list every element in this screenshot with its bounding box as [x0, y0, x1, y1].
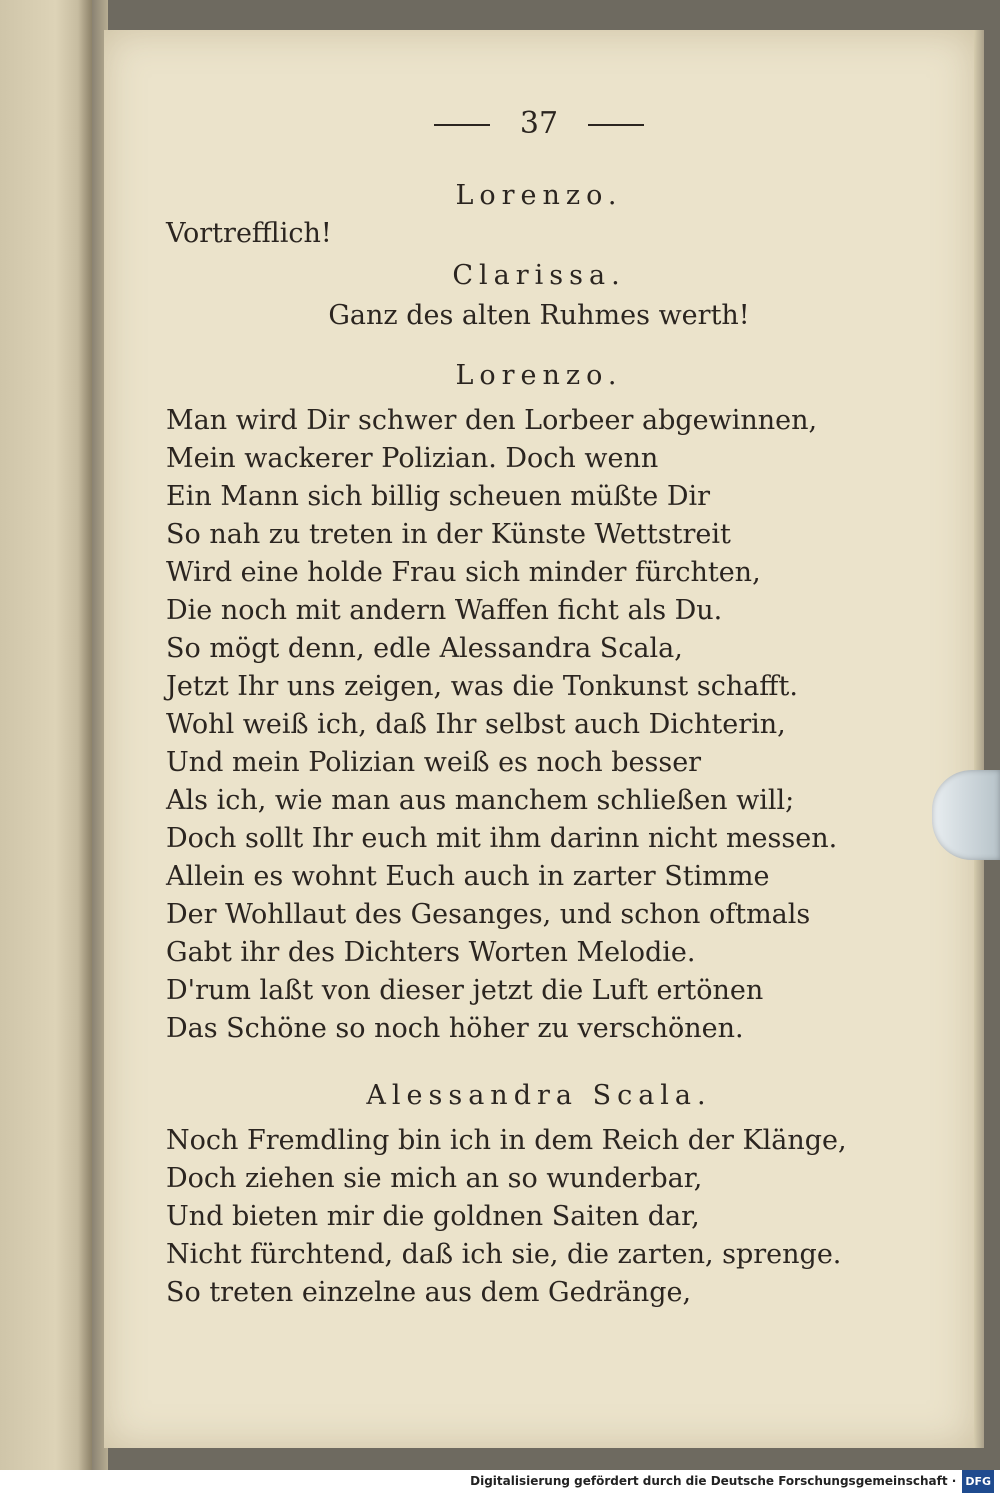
footer-text: Digitalisierung gefördert durch die Deutsche Forschungsgemeinschaft ·: [470, 1474, 957, 1488]
verse-line: So mögt denn, edle Alessandra Scala,: [166, 633, 683, 664]
verse-line: Ein Mann sich billig scheuen müßte Dir: [166, 481, 711, 512]
verse-line: Wohl weiß ich, daß Ihr selbst auch Dichterin,: [166, 709, 786, 740]
verse-line: Doch sollt Ihr euch mit ihm darinn nicht messen.: [166, 823, 838, 854]
speaker-name: Lorenzo.: [455, 180, 623, 211]
dfg-logo: DFG: [962, 1470, 994, 1493]
page-marker-tab: [932, 770, 1000, 860]
verse-line: So nah zu treten in der Künste Wettstreit: [166, 519, 731, 550]
speaker-name: Lorenzo.: [455, 360, 623, 391]
verse-line: Und mein Polizian weiß es noch besser: [166, 747, 702, 778]
footer: [0, 1470, 1000, 1493]
verse-line: Mein wackerer Polizian. Doch wenn: [166, 443, 659, 474]
verse-line: Allein es wohnt Euch auch in zarter Stimme: [166, 861, 770, 892]
book-page: [104, 30, 978, 1448]
verse-line: Und bieten mir die goldnen Saiten dar,: [166, 1201, 700, 1232]
verse-line: Wird eine holde Frau sich minder fürchten,: [166, 557, 761, 588]
verse-line: Jetzt Ihr uns zeigen, was die Tonkunst schafft.: [166, 671, 798, 702]
verse-line: Als ich, wie man aus manchem schließen will;: [166, 785, 795, 816]
verse-line: Die noch mit andern Waffen ficht als Du.: [166, 595, 723, 626]
page-number: 37: [519, 106, 559, 141]
verse-line: So treten einzelne aus dem Gedränge,: [166, 1277, 692, 1308]
verse-line: Das Schöne so noch höher zu verschönen.: [166, 1013, 744, 1044]
verse-line: Doch ziehen sie mich an so wunderbar,: [166, 1163, 703, 1194]
speaker-name: Clarissa.: [452, 260, 626, 291]
verse-line: Noch Fremdling bin ich in dem Reich der Klänge,: [166, 1125, 847, 1156]
page-edge: [974, 30, 984, 1448]
previous-page-edge: [0, 0, 92, 1470]
page-number-header: [104, 106, 974, 141]
verse-line: Ganz des alten Ruhmes werth!: [328, 300, 750, 331]
verse-line: Nicht fürchtend, daß ich sie, die zarten, sprenge.: [166, 1239, 842, 1270]
speaker-name: Alessandra Scala.: [366, 1080, 712, 1111]
verse-line: Man wird Dir schwer den Lorbeer abgewinnen,: [166, 405, 818, 436]
verse-line: D'rum laßt von dieser jetzt die Luft ertönen: [166, 975, 764, 1006]
verse-line: Vortrefflich!: [166, 218, 332, 249]
right-rule: [588, 124, 644, 126]
left-rule: [434, 124, 490, 126]
verse-line: Gabt ihr des Dichters Worten Melodie.: [166, 937, 696, 968]
verse-line: Der Wohllaut des Gesanges, und schon oftmals: [166, 899, 811, 930]
